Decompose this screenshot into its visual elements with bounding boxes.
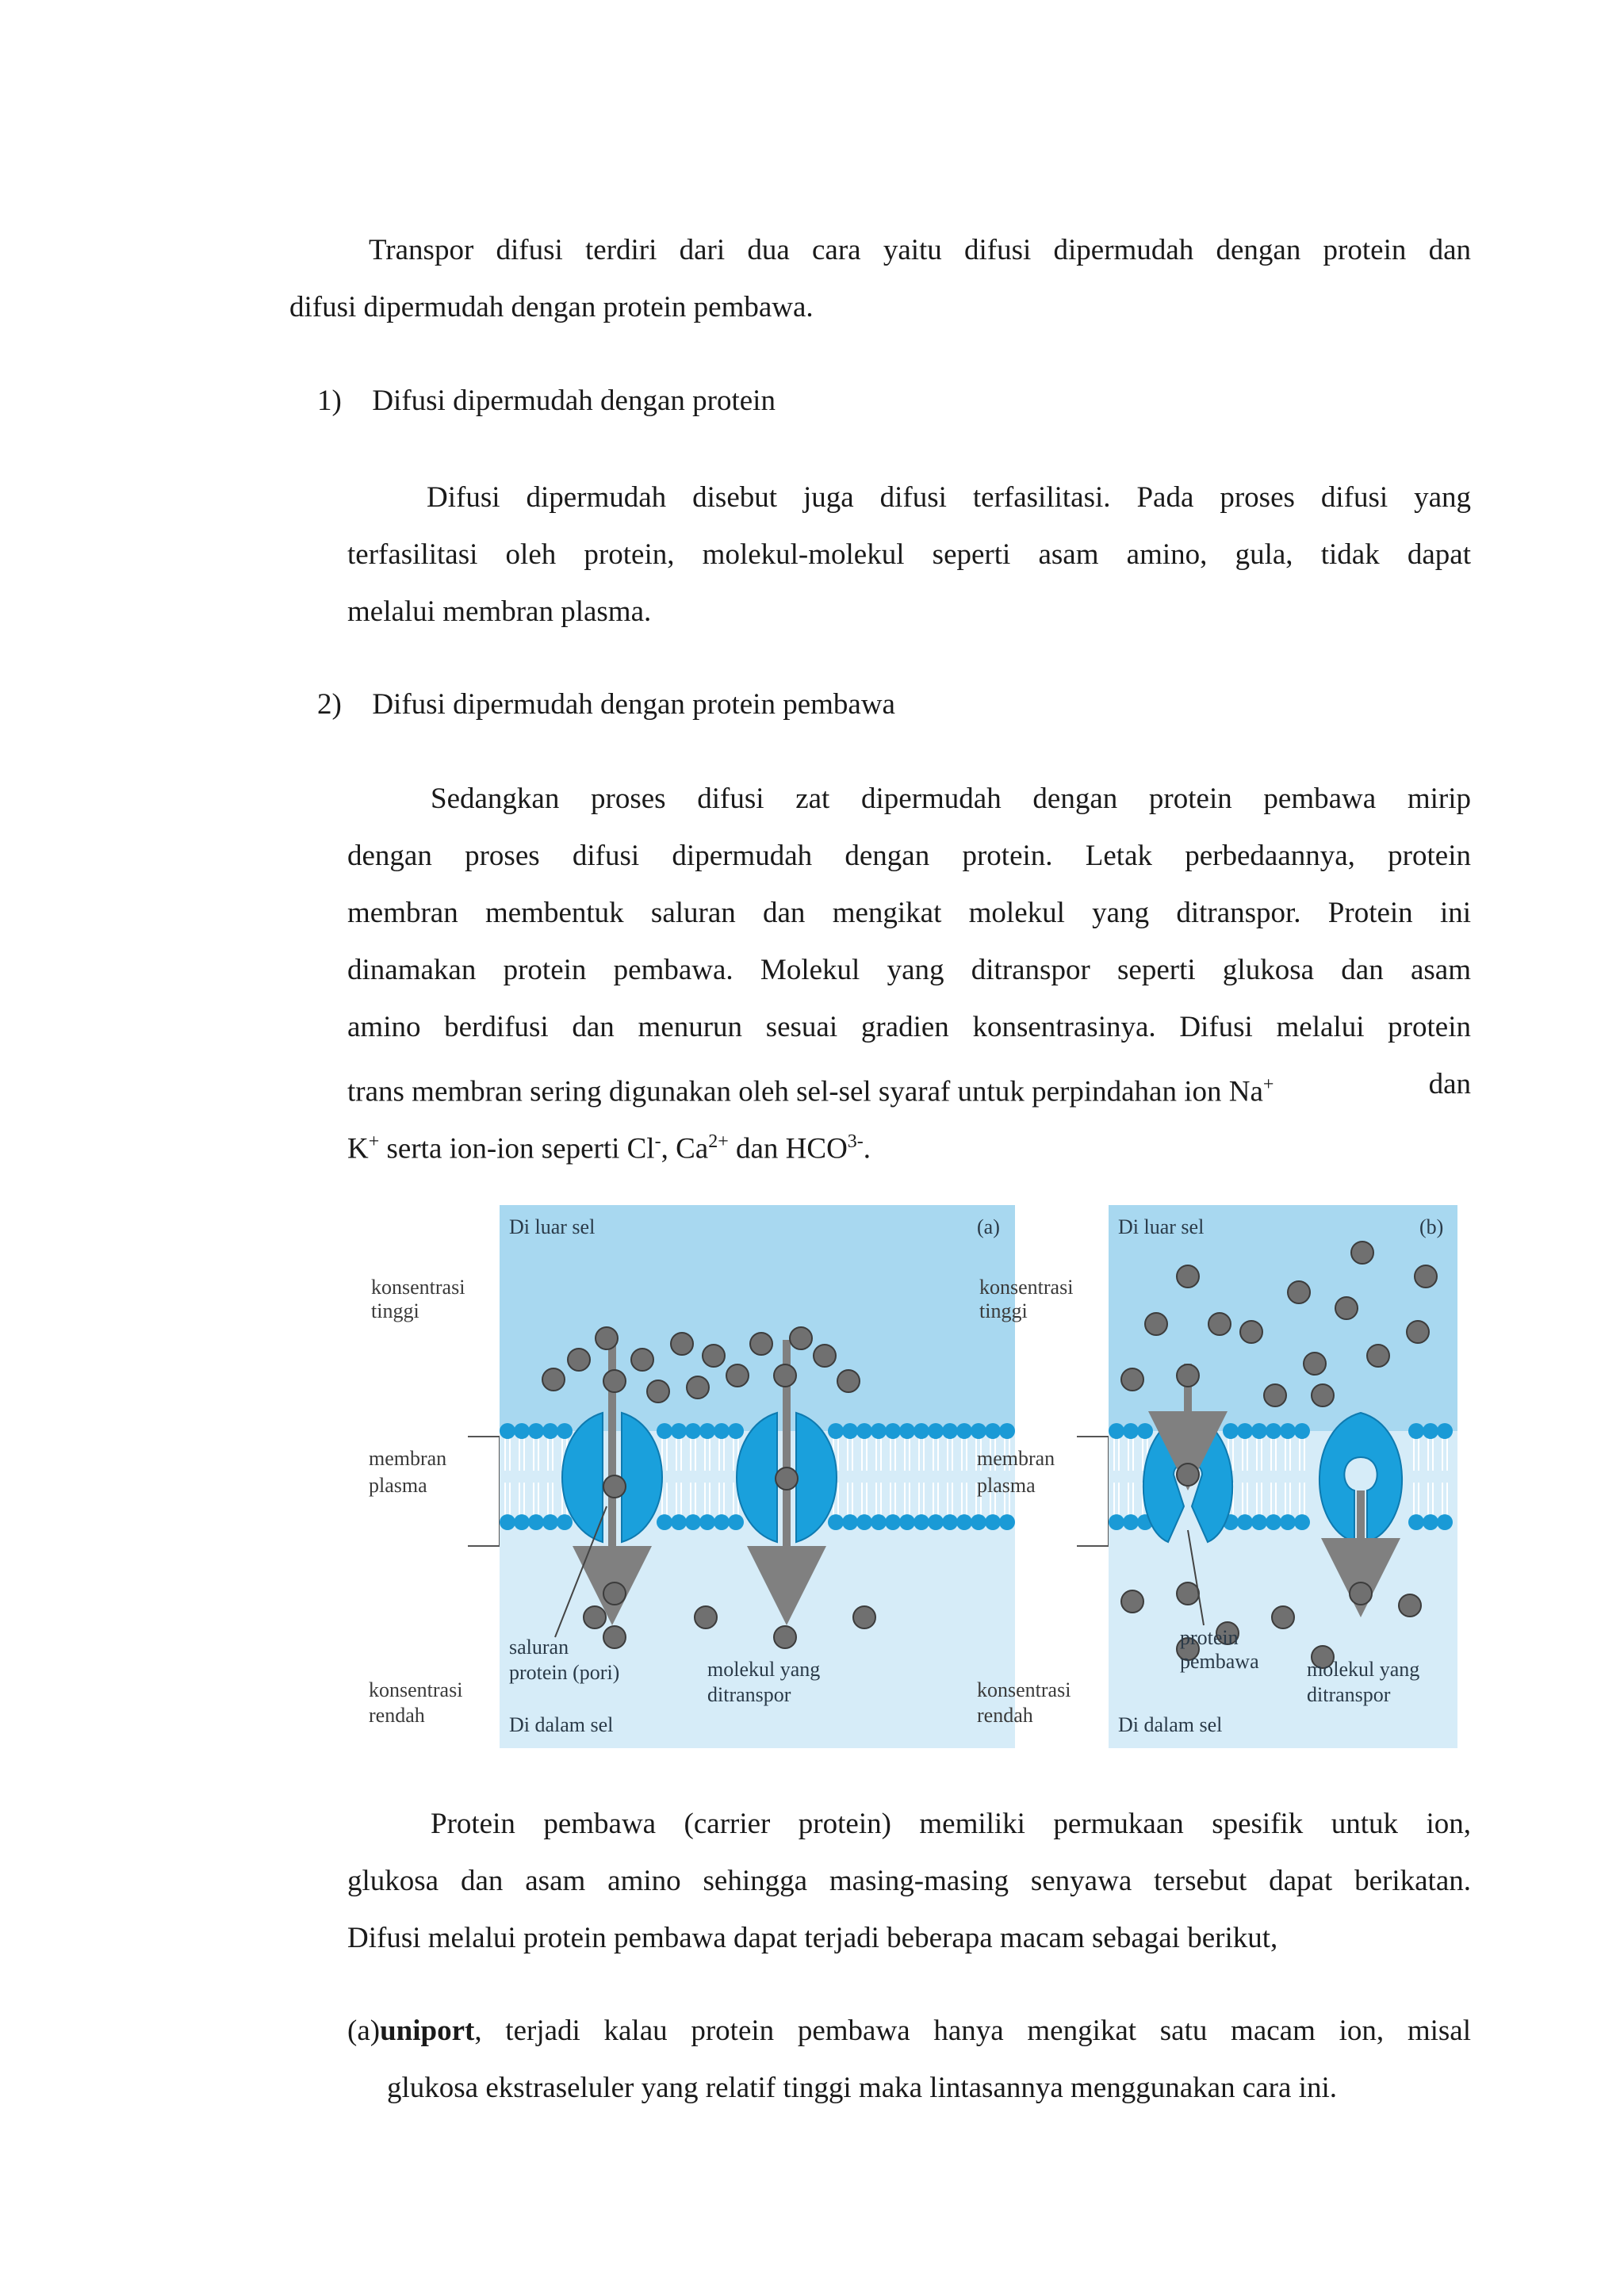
section-2-number: 2) <box>317 688 342 721</box>
lipid-head <box>914 1514 929 1530</box>
label-high-a-2: tinggi <box>371 1299 419 1322</box>
lipid-head <box>1123 1423 1139 1439</box>
figure-svg <box>365 1205 1467 1752</box>
section-2-line-6: trans membran sering digunakan oleh sel-sel syaraf untuk perpindahan ion Na+ dan <box>347 1068 1471 1108</box>
lipid-head <box>1408 1423 1424 1439</box>
lipid-head <box>871 1423 887 1439</box>
molecule <box>542 1368 565 1391</box>
intro-line-1: Transpor difusi terdiri dari dua cara yaitu difusi dipermudah dengan protein dan <box>369 234 1471 266</box>
molecule <box>1240 1321 1262 1343</box>
lipid-head <box>985 1514 1001 1530</box>
lipid-head <box>699 1423 715 1439</box>
lipid-head <box>657 1423 672 1439</box>
lipid-head <box>514 1423 530 1439</box>
section-2-line-2: dengan proses difusi dipermudah dengan protein. Letak perbedaannya, protein <box>347 840 1471 872</box>
molecule <box>1335 1297 1358 1319</box>
lipid-head <box>942 1514 958 1530</box>
lipid-head <box>1109 1514 1124 1530</box>
lipid-head <box>1251 1514 1267 1530</box>
label-low-a-1: konsentrasi <box>369 1678 463 1701</box>
molecule <box>603 1626 626 1648</box>
lipid-head <box>999 1423 1015 1439</box>
molecule-label-a-2: ditranspor <box>707 1683 791 1706</box>
section-2-line-4: dinamakan protein pembawa. Molekul yang ditranspor seperti glukosa dan asam <box>347 954 1471 986</box>
molecule <box>1264 1384 1286 1406</box>
uniport-marker: (a) <box>347 2015 381 2047</box>
lipid-head <box>856 1423 872 1439</box>
molecule <box>790 1327 812 1349</box>
channel-label-2: protein (pori) <box>509 1661 620 1684</box>
lipid-head <box>1237 1423 1253 1439</box>
lipid-head <box>899 1423 915 1439</box>
molecule <box>1304 1353 1326 1375</box>
uniport-line-2: glukosa ekstraseluler yang relatif tinggi maka lintasannya menggunakan cara ini. <box>387 2072 1337 2104</box>
lipid-head <box>1423 1423 1438 1439</box>
lipid-head <box>728 1514 744 1530</box>
carrier-line-1: Protein pembawa (carrier protein) memiliki permukaan spesifik untuk ion, <box>431 1808 1471 1840</box>
molecule <box>596 1327 618 1349</box>
membrane-diffusion-figure <box>365 1205 1467 1752</box>
lipid-head <box>728 1423 744 1439</box>
label-high-b-1: konsentrasi <box>979 1276 1074 1299</box>
molecule <box>1177 1265 1199 1288</box>
molecule <box>1367 1345 1389 1367</box>
molecule <box>1288 1281 1310 1303</box>
panel-b-tag: (b) <box>1419 1215 1444 1238</box>
lipid-head <box>657 1514 672 1530</box>
lipid-head <box>514 1514 530 1530</box>
lipid-head <box>1223 1423 1239 1439</box>
label-low-b-1: konsentrasi <box>977 1678 1071 1701</box>
lipid-head <box>500 1423 515 1439</box>
lipid-head <box>1266 1423 1281 1439</box>
section-1-heading <box>317 373 1427 430</box>
molecule <box>1415 1265 1437 1288</box>
panel-a <box>500 1205 1015 1748</box>
molecule <box>1177 1464 1199 1486</box>
uniport-line-1: (a)uniport, terjadi kalau protein pembawa hanya mengikat satu macam ion, misal <box>347 2015 1471 2047</box>
molecule <box>1208 1313 1231 1335</box>
molecule <box>1312 1384 1334 1406</box>
lipid-head <box>699 1514 715 1530</box>
molecule <box>1145 1313 1167 1335</box>
lipid-head <box>557 1423 573 1439</box>
molecule <box>1351 1242 1373 1264</box>
molecule-label-a-1: molekul yang <box>707 1658 821 1681</box>
section-1-paragraph <box>347 469 1471 641</box>
intro-paragraph <box>289 222 1471 336</box>
molecule <box>814 1345 836 1367</box>
molecule <box>1121 1590 1143 1613</box>
panel-a-tag: (a) <box>977 1215 1000 1238</box>
panel-b-inside-label: Di dalam sel <box>1118 1713 1223 1736</box>
molecule <box>776 1468 798 1490</box>
carrier-paragraph <box>347 1796 1471 1967</box>
molecule <box>1272 1606 1294 1628</box>
lipid-head <box>528 1423 544 1439</box>
lipid-head <box>1423 1514 1438 1530</box>
section-1-number: 1) <box>317 385 342 417</box>
lipid-head <box>842 1514 858 1530</box>
lipid-head <box>1294 1514 1310 1530</box>
carrier-label-1: protein <box>1180 1626 1239 1649</box>
section-2-line-1: Sedangkan proses difusi zat dipermudah dengan protein pembawa mirip <box>431 783 1471 815</box>
molecule <box>671 1333 693 1355</box>
section-1-line-1: Difusi dipermudah disebut juga difusi terfasilitasi. Pada proses difusi yang <box>427 481 1471 514</box>
lipid-head <box>714 1423 730 1439</box>
uniport-item <box>347 2003 1471 2117</box>
section-2-heading <box>317 676 1427 733</box>
carrier-line-2: glukosa dan asam amino sehingga masing-masing senyawa tersebut dapat berikatan. <box>347 1865 1471 1897</box>
section-1-title: Difusi dipermudah dengan protein <box>372 385 776 417</box>
carrier-label-2: pembawa <box>1180 1650 1259 1673</box>
label-membrane-b-1: membran <box>977 1447 1055 1470</box>
lipid-head <box>1408 1514 1424 1530</box>
molecule <box>1399 1594 1421 1617</box>
lipid-head <box>1237 1514 1253 1530</box>
lipid-head <box>714 1514 730 1530</box>
molecule <box>695 1606 717 1628</box>
lipid-head <box>685 1423 701 1439</box>
molecule <box>750 1333 772 1355</box>
panel-b-outside-label: Di luar sel <box>1118 1215 1205 1238</box>
lipid-head <box>856 1514 872 1530</box>
lipid-head <box>542 1423 558 1439</box>
lipid-head <box>842 1423 858 1439</box>
lipid-head <box>1280 1514 1296 1530</box>
lipid-head <box>1437 1514 1453 1530</box>
molecule <box>584 1606 606 1628</box>
lipid-head <box>999 1514 1015 1530</box>
molecule <box>853 1606 875 1628</box>
lipid-head <box>1294 1423 1310 1439</box>
section-1-line-3: melalui membran plasma. <box>347 595 652 628</box>
molecule <box>837 1370 860 1392</box>
lipid-head <box>828 1423 844 1439</box>
lipid-head <box>928 1514 944 1530</box>
molecule <box>687 1376 709 1399</box>
molecule <box>568 1349 590 1371</box>
section-2-paragraph <box>347 771 1471 1170</box>
molecule <box>774 1626 796 1648</box>
molecule-label-b-1: molekul yang <box>1307 1658 1420 1681</box>
lipid-head <box>542 1514 558 1530</box>
panel-b <box>1109 1205 1457 1748</box>
lipid-head <box>971 1514 986 1530</box>
lipid-head <box>899 1514 915 1530</box>
lipid-head <box>1123 1514 1139 1530</box>
lipid-head <box>871 1514 887 1530</box>
side-labels-a <box>369 1276 500 1727</box>
uniport-term: uniport <box>380 2015 475 2047</box>
lipid-head <box>956 1423 972 1439</box>
label-low-a-2: rendah <box>369 1704 425 1727</box>
lipid-head <box>1109 1423 1124 1439</box>
lipid-head <box>1266 1514 1281 1530</box>
lipid-head <box>1437 1423 1453 1439</box>
label-low-b-2: rendah <box>977 1704 1033 1727</box>
lipid-head <box>885 1423 901 1439</box>
molecule <box>1177 1582 1199 1605</box>
molecule <box>1407 1321 1429 1343</box>
lipid-head <box>685 1514 701 1530</box>
lipid-head <box>1280 1423 1296 1439</box>
section-1-line-2: terfasilitasi oleh protein, molekul-molekul seperti asam amino, gula, tidak dapat <box>347 538 1471 571</box>
molecule <box>631 1349 653 1371</box>
section-2-line-5: amino berdifusi dan menurun sesuai gradien konsentrasinya. Difusi melalui protein <box>347 1011 1471 1043</box>
section-2-line-7: K+ serta ion-ion seperti Cl-, $Ca^{2+}$ dan $HCO^{3-}$. <box>347 1131 871 1165</box>
lipid-head <box>828 1514 844 1530</box>
lipid-head <box>1137 1423 1153 1439</box>
lipid-head <box>671 1423 687 1439</box>
label-membrane-b-2: plasma <box>977 1474 1036 1497</box>
molecule-label-b-2: ditranspor <box>1307 1683 1391 1706</box>
lipid-head <box>928 1423 944 1439</box>
molecule <box>603 1475 626 1498</box>
label-membrane-a-1: membran <box>369 1447 447 1470</box>
label-high-b-2: tinggi <box>979 1299 1028 1322</box>
molecule <box>1177 1364 1199 1387</box>
lipid-head <box>914 1423 929 1439</box>
lipid-head <box>942 1423 958 1439</box>
label-membrane-a-2: plasma <box>369 1474 427 1497</box>
channel-label-1: saluran <box>509 1636 569 1659</box>
lipid-head <box>885 1514 901 1530</box>
molecule <box>603 1370 626 1392</box>
molecule <box>774 1364 796 1387</box>
panel-a-inside-label: Di dalam sel <box>509 1713 614 1736</box>
lipid-head <box>1251 1423 1267 1439</box>
lipid-head <box>671 1514 687 1530</box>
molecule <box>703 1345 725 1367</box>
section-2-title: Difusi dipermudah dengan protein pembawa <box>372 688 895 721</box>
molecule <box>603 1582 626 1605</box>
lipid-head <box>971 1423 986 1439</box>
panel-a-outside-label: Di luar sel <box>509 1215 596 1238</box>
lipid-head <box>985 1423 1001 1439</box>
carrier-line-3: Difusi melalui protein pembawa dapat terjadi beberapa macam sebagai berikut, <box>347 1922 1278 1954</box>
lipid-head <box>956 1514 972 1530</box>
molecule <box>647 1380 669 1402</box>
lipid-head <box>557 1514 573 1530</box>
label-high-a-1: konsentrasi <box>371 1276 465 1299</box>
lipid-head <box>500 1514 515 1530</box>
molecule <box>726 1364 749 1387</box>
section-2-line-3: membran membentuk saluran dan mengikat molekul yang ditranspor. Protein ini <box>347 897 1471 929</box>
molecule <box>1121 1368 1143 1391</box>
intro-line-2: difusi dipermudah dengan protein pembawa. <box>289 291 814 323</box>
lipid-head <box>528 1514 544 1530</box>
molecule <box>1350 1582 1372 1605</box>
